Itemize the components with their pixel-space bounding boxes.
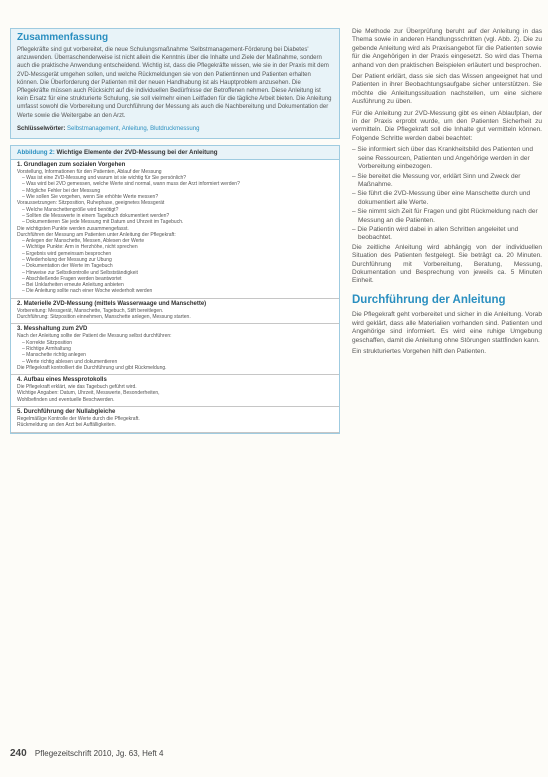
figure-line: Durchführen der Messung am Patienten unter Anleitung der Pflegekraft:	[17, 231, 176, 238]
figure-line: Die Pflegekraft erklärt, wie das Tagebuch geführt wird.	[17, 384, 137, 391]
right-column	[352, 28, 542, 359]
figure-line: Vorbereitung: Messgerät, Manschette, Tagebuch, Stift bereitlegen.	[17, 307, 164, 314]
figure-number: Abbildung 2:	[17, 148, 55, 156]
list-item: – Die Patientin wird dabei in allen Schritten angeleitet und beobachtet.	[352, 225, 519, 242]
figure-line: – Korrekte Sitzposition	[22, 339, 73, 346]
figure-title	[11, 146, 339, 160]
steps-list	[352, 146, 542, 242]
figure-section-heading: 4. Aufbau eines Messprotokolls	[17, 377, 107, 384]
section-heading: Durchführung der Anleitung	[352, 293, 506, 306]
figure-line: Durchführung: Sitzposition einnehmen, Manschette anlegen, Messung starten.	[17, 314, 191, 321]
keywords-label: Schlüsselwörter:	[17, 125, 66, 132]
figure-line: – Wie sollen Sie vorgehen, wenn Sie erhöhte Werte messen?	[22, 194, 159, 201]
right-intro	[352, 28, 542, 143]
figure-line: – Wiederholung der Messung zur Übung	[22, 256, 112, 263]
figure-section-heading: 3. Messhaltung zum 2VD	[17, 326, 88, 333]
figure-title-text: Wichtige Elemente der 2VD-Messung bei der Anleitung	[56, 148, 218, 156]
journal-info: Pflegezeitschrift 2010, Jg. 63, Heft 4	[34, 749, 164, 758]
figure-line: Wohlbefinden und eventuelle Beschwerden.	[17, 396, 115, 403]
paragraph: Die zeitliche Anleitung wird abhängig von der individuellen Situation des Patienten festgelegt. Sie beträgt ca. 20 Minuten. Durchführung mit Vorbereitung, Beratung, Messung, Dokumentation und Besprechung von jeweils ca. 5 Minuten Einheit.	[352, 243, 542, 285]
figure-line: – Dokumentation der Werte im Tagebuch	[22, 263, 113, 270]
list-item: – Sie führt die 2VD-Messung über eine Manschette durch und dokumentiert alle Werte.	[352, 190, 531, 206]
list-item: – Sie nimmt sich Zeit für Fragen und gibt Rückmeldung nach der Messung an die Patienten.	[352, 208, 538, 224]
figure-line: – Was ist eine 2VD-Messung und warum ist sie wichtig für Sie persönlich?	[22, 175, 187, 182]
figure-line: – Mögliche Fehler bei der Messung	[22, 187, 101, 194]
page-number: 240	[10, 748, 27, 759]
figure-line: Vorstellung, Informationen für den Patienten, Ablauf der Messung	[17, 168, 162, 175]
list-item: – Sie bereitet die Messung vor, erklärt Sinn und Zweck der Maßnahme.	[352, 172, 521, 188]
figure-line: Voraussetzungen: Sitzposition, Ruhephase, geeignetes Messgerät	[17, 200, 165, 207]
left-column	[10, 28, 340, 434]
figure-line: – Hinweise zur Selbstkontrolle und Selbstständigkeit	[22, 269, 138, 276]
figure-line: – Werte richtig ablesen und dokumentieren	[22, 358, 118, 365]
figure-line: – Welche Manschettengröße wird benötigt?	[22, 206, 119, 213]
right-para3	[352, 311, 542, 356]
figure-line: – Richtige Armhaltung	[22, 345, 71, 352]
figure-line: Die Pflegekraft kontrolliert die Durchführung und gibt Rückmeldung.	[17, 364, 167, 371]
summary-text: Pflegekräfte sind gut vorbereitet, die neue Schulungsmaßnahme 'Selbstmanagement-Förderung bei Diabetes' anzuwenden. Überraschenderweise ist nicht allein die Kenntnis über die Inhalte und Ziele der Maßnahme, sondern auch die praktische Anwendung entscheidend. Wichtig ist, dass die Pflegekräfte wissen, wie sie in der Praxis mit dem 2VD-Messgerät umgehen sollen, und welche Rückmeldungen sie von den Patientinnen und Patienten erhalten können. Die Überforderung der Patienten mit der neuen Handhabung ist als Hauptproblem anzusehen. Die Pflegekräfte müssen auch Rücksicht auf die individuellen Bedürfnisse der Betroffenen nehmen. Diese Anleitung ist kein Ersatz für eine strukturierte Schulung, sie soll vielmehr einen Leitfaden für die tägliche Arbeit bieten. Die Anleitung umfasst sowohl die Vorbereitung und Durchführung der Messung als auch die Nachbereitung und Dokumentation der Werte sowie die Weitergabe an den Arzt.	[17, 47, 332, 119]
right-para2	[352, 244, 542, 286]
figure-section-heading: 2. Materielle 2VD-Messung (mittels Wasserwaage und Manschette)	[17, 300, 207, 307]
figure-line: Regelmäßige Kontrolle der Werte durch die Pflegekraft.	[17, 416, 140, 423]
figure-section-heading: 5. Durchführung der Nullabgleiche	[17, 409, 116, 416]
summary-box	[10, 28, 340, 139]
figure-section	[11, 375, 339, 407]
paragraph: Der Patient erklärt, dass sie sich das Wissen angeeignet hat und Patienten in ihrer Beobachtungsaufgabe sicher unterstützen. Sie möchte die Anleitungssituation nachstellen, um eine sichere Ausführung zu üben.	[352, 73, 542, 106]
keywords-line	[17, 126, 333, 132]
figure-line: – Sollten die Messwerte in einem Tagebuch dokumentiert werden?	[22, 212, 170, 219]
paragraph: Für die Anleitung zur 2VD-Messung gibt es einen Ablaufplan, der in der Praxis erprobt wurde, um den Patienten Sicherheit zu vermitteln. Die Pflegekraft soll die Inhalte gut vermitteln können. Folgende Schritte werden dabei beachtet:	[352, 109, 542, 142]
figure-line: – Abschließende Fragen werden beantwortet	[22, 275, 122, 282]
figure-section	[11, 407, 339, 433]
figure-line: – Die Anleitung sollte nach einer Woche wiederholt werden	[22, 288, 153, 295]
figure-line: Rückmeldung an den Arzt bei Auffälligkeiten.	[17, 422, 116, 429]
figure-sections	[11, 160, 339, 433]
summary-heading: Zusammenfassung	[17, 32, 109, 43]
paragraph: Die Pflegekraft geht vorbereitet und sicher in die Anleitung. Vorab wird geklärt, dass alle Materialien vorhanden sind. Patienten und Angehörige sind informiert. Es wird eine ruhige Umgebung geschaffen, damit die Anleitung ohne Störungen stattfinden kann.	[352, 311, 542, 344]
figure-line: Nach der Anleitung sollte der Patient die Messung selbst durchführen:	[17, 333, 172, 340]
figure-line: – Dokumentieren Sie jede Messung mit Datum und Uhrzeit im Tagebuch.	[22, 219, 184, 226]
figure-line: – Wichtige Punkte: Arm in Herzhöhe, nicht sprechen	[22, 244, 138, 251]
figure-line: Wichtige Angaben: Datum, Uhrzeit, Messwerte, Besonderheiten,	[17, 390, 160, 397]
list-item: – Sie informiert sich über das Krankheitsbild des Patienten und seine Ressourcen, Patienten und Angehörige werden in der Vorbereitung einbezogen.	[352, 146, 534, 171]
figure-section	[11, 324, 339, 375]
figure-section	[11, 299, 339, 325]
keywords-value: Selbstmanagement, Anleitung, Blutdruckmessung	[67, 125, 200, 132]
figure-line: – Bei Unklarheiten erneute Anleitung anbieten	[22, 282, 124, 289]
paragraph: Ein strukturiertes Vorgehen hilft den Patienten.	[352, 347, 487, 355]
figure-line: Die wichtigsten Punkte werden zusammengefasst.	[17, 225, 129, 232]
figure-section	[11, 160, 339, 299]
figure-section-heading: 1. Grundlagen zum sozialen Vorgehen	[17, 161, 126, 168]
figure-line: – Ergebnis wird gemeinsam besprochen	[22, 250, 112, 257]
paragraph: Die Methode zur Überprüfung beruht auf der Anleitung in das Thema sowie in anderen Handlungsschritten (vgl. Abb. 2). Die zu gebende Anleitung wird als Praxisangebot für die Patienten sowie für die Angehörigen in der Praxis eingesetzt. So wird das Thema anhand von den praktischen Beispielen erläutert und besprochen.	[352, 28, 542, 69]
figure-line: – Manschette richtig anlegen	[22, 352, 86, 359]
figure-line: – Anlegen der Manschette, Messen, Ablesen der Werte	[22, 238, 145, 245]
figure-box	[10, 145, 340, 434]
page-footer	[10, 748, 163, 759]
figure-line: – Was wird bei 2VD gemessen, welche Werte sind normal, wann muss der Arzt informiert werden?	[22, 181, 240, 188]
